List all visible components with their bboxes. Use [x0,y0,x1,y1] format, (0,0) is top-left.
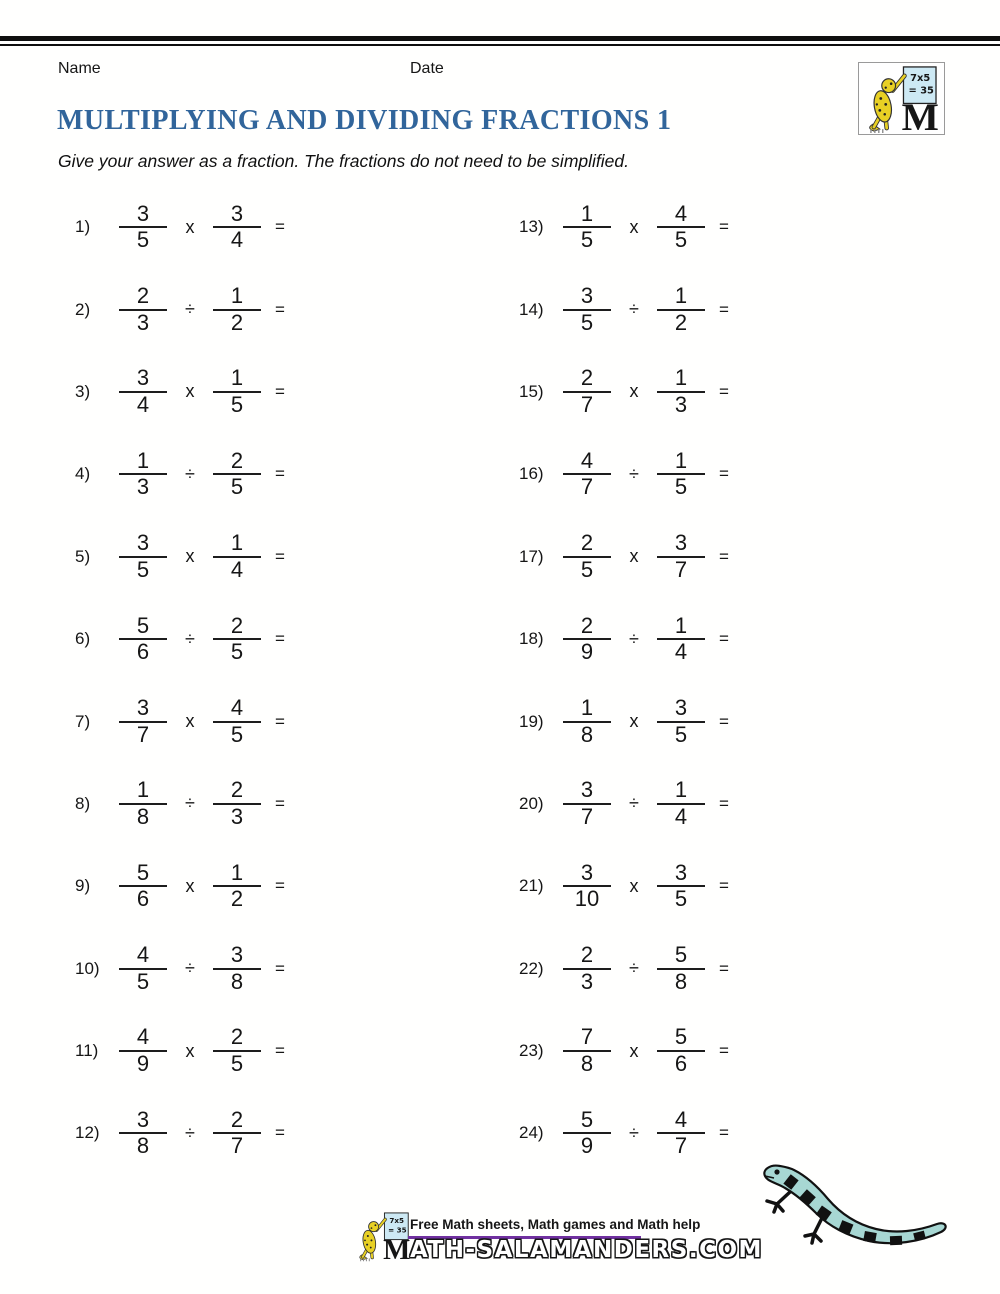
equals-sign: = [719,299,729,319]
problem-number: 5) [75,546,91,566]
denominator: 5 [230,639,244,665]
fraction-first [563,778,611,829]
denominator: 6 [136,639,150,665]
operator: x [629,875,639,896]
denominator: 3 [580,968,594,994]
operator: ÷ [185,628,195,649]
problem-number: 4) [75,464,91,484]
problem-row [75,516,455,598]
numerator: 3 [230,200,244,226]
problem-number: 16) [519,464,544,484]
fraction-second [657,861,705,912]
numerator: 2 [580,612,594,638]
problem-row [519,763,899,845]
fraction-second [213,202,261,253]
fraction-first [119,614,167,665]
problem-row [75,1010,455,1092]
denominator: 6 [674,1051,688,1077]
math-salamanders-logo [858,62,945,135]
problem-number: 22) [519,958,544,978]
footer-logo [352,1210,414,1267]
numerator: 1 [230,530,244,556]
fraction-second [213,861,261,912]
equals-sign: = [275,1041,285,1061]
operator: ÷ [629,958,639,979]
denominator: 4 [230,556,244,582]
denominator: 5 [674,474,688,500]
numerator: 2 [580,530,594,556]
problem-number: 12) [75,1123,100,1143]
denominator: 3 [230,803,244,829]
problem-row [75,1092,455,1174]
problem-row [75,763,455,845]
numerator: 1 [230,282,244,308]
equals-sign: = [275,1123,285,1143]
denominator: 6 [136,886,150,912]
numerator: 5 [674,942,688,968]
numerator: 1 [136,447,150,473]
problem-number: 1) [75,217,91,237]
operator: ÷ [629,463,639,484]
denominator: 3 [136,474,150,500]
problem-row [75,928,455,1010]
footer-wordmark: ATH-SALAMANDERS.COM [410,1237,763,1263]
page-title: MULTIPLYING AND DIVIDING FRACTIONS 1 [57,105,672,136]
numerator: 1 [674,447,688,473]
denominator: 3 [136,309,150,335]
numerator: 3 [136,1106,150,1132]
numerator: 3 [674,530,688,556]
fraction-second [213,284,261,335]
fraction-first [119,531,167,582]
denominator: 2 [674,309,688,335]
operator: x [185,546,195,567]
problems-column-left [75,186,455,1175]
denominator: 4 [230,227,244,253]
denominator: 8 [230,968,244,994]
numerator: 2 [580,942,594,968]
footer-tagline: Free Math sheets, Math games and Math help [410,1217,701,1232]
fraction-second [657,202,705,253]
fraction-second [657,614,705,665]
problem-number: 19) [519,711,544,731]
problem-number: 11) [75,1041,99,1061]
numerator: 3 [580,282,594,308]
problem-number: 10) [75,958,100,978]
fraction-second [213,1108,261,1159]
equals-sign: = [275,793,285,813]
denominator: 7 [580,474,594,500]
operator: x [185,1040,195,1061]
numerator: 3 [136,365,150,391]
fraction-second [657,696,705,747]
denominator: 4 [674,803,688,829]
equals-sign: = [719,546,729,566]
date-label: Date [410,60,444,77]
fraction-first [119,202,167,253]
denominator: 8 [580,1051,594,1077]
operator: ÷ [185,463,195,484]
numerator: 3 [674,694,688,720]
top-rule-thick [0,36,1000,41]
problem-row [519,1010,899,1092]
fraction-first [119,366,167,417]
numerator: 1 [580,200,594,226]
denominator: 5 [674,227,688,253]
denominator: 7 [674,1133,688,1159]
denominator: 7 [580,803,594,829]
equals-sign: = [719,793,729,813]
fraction-first [119,696,167,747]
denominator: 4 [136,391,150,417]
fraction-first [563,1108,611,1159]
operator: ÷ [185,1122,195,1143]
numerator: 4 [674,200,688,226]
salamander-illustration [752,1152,962,1265]
numerator: 4 [230,694,244,720]
numerator: 3 [136,694,150,720]
equals-sign: = [719,876,729,896]
problem-number: 20) [519,793,544,813]
problem-row [519,845,899,927]
numerator: 2 [230,1106,244,1132]
equals-sign: = [275,711,285,731]
denominator: 5 [580,227,594,253]
denominator: 7 [674,556,688,582]
operator: x [629,216,639,237]
equals-sign: = [719,711,729,731]
denominator: 5 [230,721,244,747]
fraction-second [657,366,705,417]
salamander-chalkboard-icon [352,1210,414,1262]
equals-sign: = [719,958,729,978]
denominator: 5 [230,474,244,500]
fraction-second [213,531,261,582]
fraction-first [119,284,167,335]
problem-row [519,351,899,433]
numerator: 4 [580,447,594,473]
problem-row [75,186,455,268]
fraction-second [657,1108,705,1159]
lizard-icon [752,1152,962,1260]
numerator: 3 [580,859,594,885]
problem-row [75,680,455,762]
denominator: 5 [136,968,150,994]
problem-number: 15) [519,381,544,401]
numerator: 1 [674,612,688,638]
denominator: 5 [230,391,244,417]
equals-sign: = [275,629,285,649]
problem-number: 13) [519,217,544,237]
fraction-first [119,1025,167,1076]
instruction-text: Give your answer as a fraction. The fractions do not need to be simplified. [58,151,629,171]
fraction-second [213,943,261,994]
fraction-first [563,366,611,417]
fraction-first [119,449,167,500]
fraction-first [563,614,611,665]
numerator: 1 [230,365,244,391]
denominator: 5 [230,1051,244,1077]
fraction-first [563,284,611,335]
fraction-second [657,531,705,582]
problem-number: 21) [519,876,544,896]
equals-sign: = [719,464,729,484]
denominator: 8 [580,721,594,747]
numerator: 5 [136,612,150,638]
problem-number: 7) [75,711,91,731]
problem-row [75,598,455,680]
operator: x [185,711,195,732]
problem-number: 9) [75,876,91,896]
operator: x [185,381,195,402]
fraction-second [213,696,261,747]
fraction-second [213,614,261,665]
operator: x [629,1040,639,1061]
numerator: 3 [136,200,150,226]
problem-row [519,268,899,350]
fraction-second [657,778,705,829]
problem-row [75,351,455,433]
equals-sign: = [719,629,729,649]
denominator: 5 [674,721,688,747]
operator: x [185,216,195,237]
numerator: 2 [136,282,150,308]
equals-sign: = [275,958,285,978]
fraction-second [657,943,705,994]
numerator: 4 [136,1024,150,1050]
numerator: 2 [580,365,594,391]
fraction-second [213,366,261,417]
denominator: 8 [136,803,150,829]
operator: x [629,711,639,732]
fraction-first [563,943,611,994]
equals-sign: = [719,1123,729,1143]
fraction-second [657,1025,705,1076]
numerator: 5 [674,1024,688,1050]
fraction-second [213,1025,261,1076]
denominator: 5 [580,309,594,335]
operator: x [629,546,639,567]
numerator: 7 [580,1024,594,1050]
problem-row [519,928,899,1010]
equals-sign: = [275,876,285,896]
denominator: 5 [674,886,688,912]
fraction-first [563,449,611,500]
problem-number: 24) [519,1123,544,1143]
problem-row [519,186,899,268]
fraction-first [563,861,611,912]
top-rule-thin [0,44,1000,46]
operator: ÷ [629,299,639,320]
equals-sign: = [275,381,285,401]
denominator: 7 [136,721,150,747]
problem-row [519,680,899,762]
denominator: 7 [230,1133,244,1159]
problems-column-right [519,186,899,1175]
operator: ÷ [629,793,639,814]
numerator: 1 [674,777,688,803]
denominator: 7 [580,391,594,417]
denominator: 5 [136,556,150,582]
operator: ÷ [185,299,195,320]
fraction-first [119,861,167,912]
operator: ÷ [629,1122,639,1143]
fraction-first [563,696,611,747]
fraction-first [119,943,167,994]
numerator: 2 [230,777,244,803]
denominator: 9 [136,1051,150,1077]
problem-row [75,433,455,515]
problem-number: 3) [75,381,91,401]
problem-row [519,598,899,680]
numerator: 3 [580,777,594,803]
fraction-second [657,284,705,335]
numerator: 3 [230,942,244,968]
numerator: 1 [230,859,244,885]
numerator: 5 [136,859,150,885]
operator: ÷ [185,958,195,979]
denominator: 9 [580,639,594,665]
problem-row [75,845,455,927]
operator: x [185,875,195,896]
fraction-second [213,449,261,500]
operator: x [629,381,639,402]
problem-row [519,516,899,598]
denominator: 10 [574,886,600,912]
numerator: 2 [230,447,244,473]
salamander-chalkboard-icon [859,63,944,134]
problem-row [519,433,899,515]
equals-sign: = [719,217,729,237]
equals-sign: = [275,546,285,566]
equals-sign: = [275,217,285,237]
problem-number: 6) [75,629,91,649]
fraction-first [119,778,167,829]
problem-number: 8) [75,793,91,813]
fraction-first [563,531,611,582]
fraction-first [119,1108,167,1159]
problem-row [75,268,455,350]
denominator: 2 [230,309,244,335]
numerator: 4 [674,1106,688,1132]
denominator: 5 [580,556,594,582]
equals-sign: = [719,381,729,401]
problem-number: 18) [519,629,544,649]
name-label: Name [58,60,101,77]
equals-sign: = [275,299,285,319]
numerator: 1 [580,694,594,720]
numerator: 1 [136,777,150,803]
numerator: 5 [580,1106,594,1132]
fraction-second [657,449,705,500]
operator: ÷ [185,793,195,814]
problem-number: 2) [75,299,91,319]
numerator: 3 [136,530,150,556]
numerator: 3 [674,859,688,885]
denominator: 5 [136,227,150,253]
problem-number: 14) [519,299,544,319]
denominator: 4 [674,639,688,665]
fraction-first [563,202,611,253]
denominator: 8 [674,968,688,994]
numerator: 1 [674,282,688,308]
equals-sign: = [275,464,285,484]
numerator: 4 [136,942,150,968]
equals-sign: = [719,1041,729,1061]
denominator: 2 [230,886,244,912]
numerator: 1 [674,365,688,391]
denominator: 8 [136,1133,150,1159]
operator: ÷ [629,628,639,649]
fraction-first [563,1025,611,1076]
numerator: 2 [230,612,244,638]
denominator: 3 [674,391,688,417]
problem-number: 17) [519,546,544,566]
fraction-second [213,778,261,829]
problem-number: 23) [519,1041,544,1061]
denominator: 9 [580,1133,594,1159]
numerator: 2 [230,1024,244,1050]
